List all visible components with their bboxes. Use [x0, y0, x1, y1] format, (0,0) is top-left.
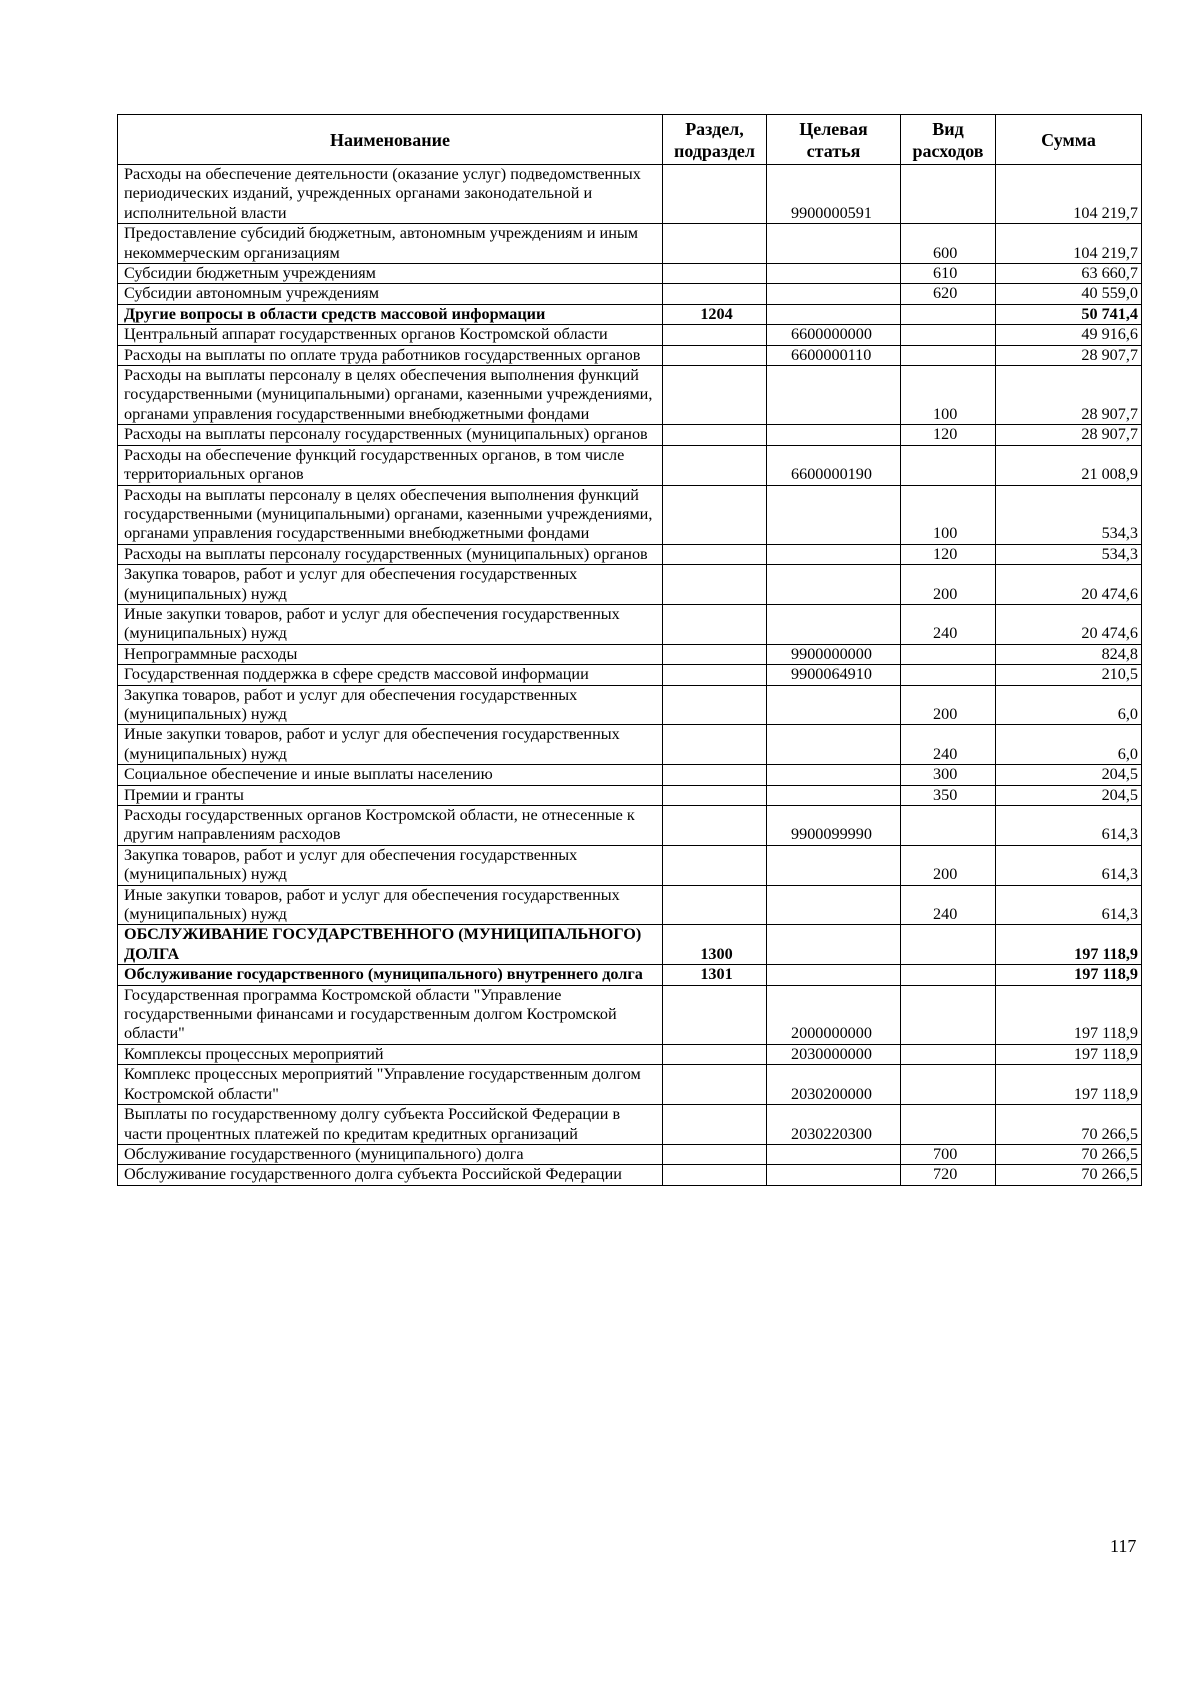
cell-sum: 21 008,9	[996, 445, 1142, 485]
cell-sum: 104 219,7	[996, 224, 1142, 264]
cell-section	[663, 366, 767, 425]
table-row	[118, 345, 1142, 365]
cell-name: Премии и гранты	[118, 785, 663, 805]
cell-sum: 614,3	[996, 845, 1142, 885]
cell-section: 1301	[663, 965, 767, 985]
table-row	[118, 1144, 1142, 1164]
cell-name: ОБСЛУЖИВАНИЕ ГОСУДАРСТВЕННОГО (МУНИЦИПАЛЬНОГО) ДОЛГА	[118, 925, 663, 965]
cell-name: Закупка товаров, работ и услуг для обеспечения государственных (муниципальных) нужд	[118, 845, 663, 885]
cell-kind	[901, 925, 996, 965]
table-row	[118, 284, 1142, 304]
cell-kind: 720	[901, 1165, 996, 1185]
cell-sum: 197 118,9	[996, 1044, 1142, 1064]
cell-section: 1300	[663, 925, 767, 965]
cell-kind	[901, 1105, 996, 1145]
header-sum: Сумма	[996, 115, 1142, 165]
budget-table	[117, 114, 1142, 1186]
cell-kind	[901, 1044, 996, 1064]
cell-name: Комплекс процессных мероприятий "Управление государственным долгом Костромской области"	[118, 1065, 663, 1105]
cell-kind: 240	[901, 885, 996, 925]
cell-sum: 6,0	[996, 685, 1142, 725]
cell-section	[663, 785, 767, 805]
cell-sum: 70 266,5	[996, 1105, 1142, 1145]
cell-article: 9900000591	[767, 165, 901, 224]
table-row	[118, 325, 1142, 345]
table-row	[118, 165, 1142, 224]
cell-kind: 200	[901, 685, 996, 725]
cell-section	[663, 325, 767, 345]
table-row	[118, 604, 1142, 644]
table-row	[118, 965, 1142, 985]
cell-article: 9900099990	[767, 806, 901, 846]
cell-name: Центральный аппарат государственных органов Костромской области	[118, 325, 663, 345]
table-row	[118, 985, 1142, 1044]
cell-article: 9900064910	[767, 665, 901, 685]
cell-kind	[901, 665, 996, 685]
cell-name: Расходы на обеспечение функций государственных органов, в том числе территориальных органов	[118, 445, 663, 485]
cell-section	[663, 445, 767, 485]
cell-sum: 534,3	[996, 485, 1142, 544]
cell-sum: 70 266,5	[996, 1165, 1142, 1185]
cell-sum: 614,3	[996, 885, 1142, 925]
cell-section	[663, 765, 767, 785]
cell-name: Обслуживание государственного (муниципального) внутреннего долга	[118, 965, 663, 985]
budget-page	[117, 114, 1141, 1186]
cell-sum: 197 118,9	[996, 985, 1142, 1044]
cell-section	[663, 425, 767, 445]
cell-kind	[901, 304, 996, 324]
cell-section	[663, 1144, 767, 1164]
cell-article: 9900000000	[767, 644, 901, 664]
cell-sum: 28 907,7	[996, 345, 1142, 365]
cell-sum: 197 118,9	[996, 1065, 1142, 1105]
cell-section	[663, 165, 767, 224]
table-row	[118, 925, 1142, 965]
cell-article: 6600000190	[767, 445, 901, 485]
cell-name: Непрограммные расходы	[118, 644, 663, 664]
cell-name: Государственная поддержка в сфере средств массовой информации	[118, 665, 663, 685]
cell-sum: 63 660,7	[996, 264, 1142, 284]
cell-article	[767, 544, 901, 564]
cell-name: Предоставление субсидий бюджетным, автономным учреждениям и иным некоммерческим организациям	[118, 224, 663, 264]
table-header-row	[118, 115, 1142, 165]
cell-name: Расходы на выплаты персоналу в целях обеспечения выполнения функций государственными (муниципальными) органами, казенными учреждениями, органами управления государственными внебюджетными фондами	[118, 366, 663, 425]
cell-sum: 614,3	[996, 806, 1142, 846]
cell-article	[767, 304, 901, 324]
cell-name: Иные закупки товаров, работ и услуг для обеспечения государственных (муниципальных) нужд	[118, 885, 663, 925]
cell-name: Расходы на обеспечение деятельности (оказание услуг) подведомственных периодических изданий, учрежденных органами законодательной и исполнительной власти	[118, 165, 663, 224]
table-row	[118, 1165, 1142, 1185]
cell-kind: 240	[901, 604, 996, 644]
table-row	[118, 425, 1142, 445]
cell-sum: 49 916,6	[996, 325, 1142, 345]
cell-article	[767, 1144, 901, 1164]
header-article: Целевая статья	[767, 115, 901, 165]
cell-name: Иные закупки товаров, работ и услуг для обеспечения государственных (муниципальных) нужд	[118, 725, 663, 765]
cell-article	[767, 885, 901, 925]
header-name: Наименование	[118, 115, 663, 165]
cell-sum: 197 118,9	[996, 965, 1142, 985]
cell-name: Социальное обеспечение и иные выплаты населению	[118, 765, 663, 785]
cell-section	[663, 845, 767, 885]
cell-name: Закупка товаров, работ и услуг для обеспечения государственных (муниципальных) нужд	[118, 685, 663, 725]
header-section: Раздел, подраздел	[663, 115, 767, 165]
table-row	[118, 806, 1142, 846]
table-row	[118, 224, 1142, 264]
cell-article: 6600000110	[767, 345, 901, 365]
cell-name: Государственная программа Костромской области "Управление государственными финансами и государственным долгом Костромской области"	[118, 985, 663, 1044]
cell-section	[663, 985, 767, 1044]
cell-kind: 600	[901, 224, 996, 264]
cell-section	[663, 1105, 767, 1145]
cell-article: 2030220300	[767, 1105, 901, 1145]
cell-section	[663, 665, 767, 685]
cell-kind: 100	[901, 366, 996, 425]
cell-kind	[901, 644, 996, 664]
cell-kind: 610	[901, 264, 996, 284]
cell-name: Другие вопросы в области средств массовой информации	[118, 304, 663, 324]
cell-name: Обслуживание государственного (муниципального) долга	[118, 1144, 663, 1164]
cell-sum: 28 907,7	[996, 425, 1142, 445]
cell-sum: 210,5	[996, 665, 1142, 685]
cell-kind: 240	[901, 725, 996, 765]
cell-section	[663, 1065, 767, 1105]
table-row	[118, 885, 1142, 925]
cell-article	[767, 725, 901, 765]
cell-kind: 350	[901, 785, 996, 805]
cell-name: Комплексы процессных мероприятий	[118, 1044, 663, 1064]
cell-article	[767, 224, 901, 264]
cell-kind	[901, 965, 996, 985]
cell-article	[767, 264, 901, 284]
page-number: 117	[1110, 1536, 1137, 1556]
cell-kind: 300	[901, 765, 996, 785]
cell-kind: 700	[901, 1144, 996, 1164]
cell-section	[663, 264, 767, 284]
cell-kind: 200	[901, 565, 996, 605]
cell-section	[663, 284, 767, 304]
table-row	[118, 264, 1142, 284]
cell-section	[663, 604, 767, 644]
table-row	[118, 1105, 1142, 1145]
cell-section	[663, 565, 767, 605]
table-row	[118, 1065, 1142, 1105]
table-row	[118, 725, 1142, 765]
cell-article	[767, 485, 901, 544]
table-row	[118, 644, 1142, 664]
cell-article	[767, 366, 901, 425]
cell-name: Расходы на выплаты персоналу в целях обеспечения выполнения функций государственными (муниципальными) органами, казенными учреждениями, органами управления государственными внебюджетными фондами	[118, 485, 663, 544]
table-row	[118, 304, 1142, 324]
cell-article: 2030200000	[767, 1065, 901, 1105]
cell-name: Субсидии автономным учреждениям	[118, 284, 663, 304]
cell-sum: 28 907,7	[996, 366, 1142, 425]
cell-sum: 204,5	[996, 765, 1142, 785]
cell-kind	[901, 1065, 996, 1105]
cell-sum: 40 559,0	[996, 284, 1142, 304]
table-row	[118, 565, 1142, 605]
table-row	[118, 765, 1142, 785]
table-row	[118, 485, 1142, 544]
cell-section	[663, 1044, 767, 1064]
cell-kind: 100	[901, 485, 996, 544]
cell-name: Субсидии бюджетным учреждениям	[118, 264, 663, 284]
table-row	[118, 544, 1142, 564]
cell-sum: 824,8	[996, 644, 1142, 664]
cell-article: 2030000000	[767, 1044, 901, 1064]
cell-kind: 120	[901, 544, 996, 564]
table-row	[118, 845, 1142, 885]
cell-name: Выплаты по государственному долгу субъекта Российской Федерации в части процентных платежей по кредитам кредитных организаций	[118, 1105, 663, 1145]
table-row	[118, 665, 1142, 685]
cell-article	[767, 785, 901, 805]
cell-kind	[901, 445, 996, 485]
cell-article: 2000000000	[767, 985, 901, 1044]
cell-name: Расходы на выплаты персоналу государственных (муниципальных) органов	[118, 544, 663, 564]
cell-article	[767, 604, 901, 644]
cell-kind	[901, 985, 996, 1044]
cell-kind	[901, 325, 996, 345]
cell-article	[767, 765, 901, 785]
table-row	[118, 366, 1142, 425]
cell-kind	[901, 165, 996, 224]
cell-name: Обслуживание государственного долга субъекта Российской Федерации	[118, 1165, 663, 1185]
cell-sum: 70 266,5	[996, 1144, 1142, 1164]
cell-section	[663, 644, 767, 664]
cell-name: Закупка товаров, работ и услуг для обеспечения государственных (муниципальных) нужд	[118, 565, 663, 605]
cell-article	[767, 565, 901, 605]
cell-article	[767, 965, 901, 985]
cell-article	[767, 845, 901, 885]
table-row	[118, 1044, 1142, 1064]
cell-name: Расходы государственных органов Костромской области, не отнесенные к другим направлениям расходов	[118, 806, 663, 846]
cell-section	[663, 544, 767, 564]
cell-section	[663, 224, 767, 264]
cell-section	[663, 345, 767, 365]
cell-sum: 197 118,9	[996, 925, 1142, 965]
cell-kind: 620	[901, 284, 996, 304]
cell-article	[767, 425, 901, 445]
table-row	[118, 685, 1142, 725]
cell-sum: 104 219,7	[996, 165, 1142, 224]
cell-section	[663, 885, 767, 925]
header-kind: Вид расходов	[901, 115, 996, 165]
table-row	[118, 445, 1142, 485]
cell-name: Иные закупки товаров, работ и услуг для обеспечения государственных (муниципальных) нужд	[118, 604, 663, 644]
cell-sum: 534,3	[996, 544, 1142, 564]
cell-kind	[901, 345, 996, 365]
cell-sum: 20 474,6	[996, 604, 1142, 644]
cell-kind	[901, 806, 996, 846]
cell-section: 1204	[663, 304, 767, 324]
cell-name: Расходы на выплаты персоналу государственных (муниципальных) органов	[118, 425, 663, 445]
cell-section	[663, 485, 767, 544]
cell-sum: 20 474,6	[996, 565, 1142, 605]
cell-section	[663, 806, 767, 846]
cell-article	[767, 685, 901, 725]
cell-section	[663, 685, 767, 725]
cell-article	[767, 1165, 901, 1185]
cell-sum: 204,5	[996, 785, 1142, 805]
cell-article	[767, 925, 901, 965]
cell-kind: 120	[901, 425, 996, 445]
cell-sum: 50 741,4	[996, 304, 1142, 324]
cell-section	[663, 725, 767, 765]
cell-sum: 6,0	[996, 725, 1142, 765]
cell-kind: 200	[901, 845, 996, 885]
cell-article: 6600000000	[767, 325, 901, 345]
cell-section	[663, 1165, 767, 1185]
table-row	[118, 785, 1142, 805]
cell-article	[767, 284, 901, 304]
table-body	[118, 165, 1142, 1186]
cell-name: Расходы на выплаты по оплате труда работников государственных органов	[118, 345, 663, 365]
